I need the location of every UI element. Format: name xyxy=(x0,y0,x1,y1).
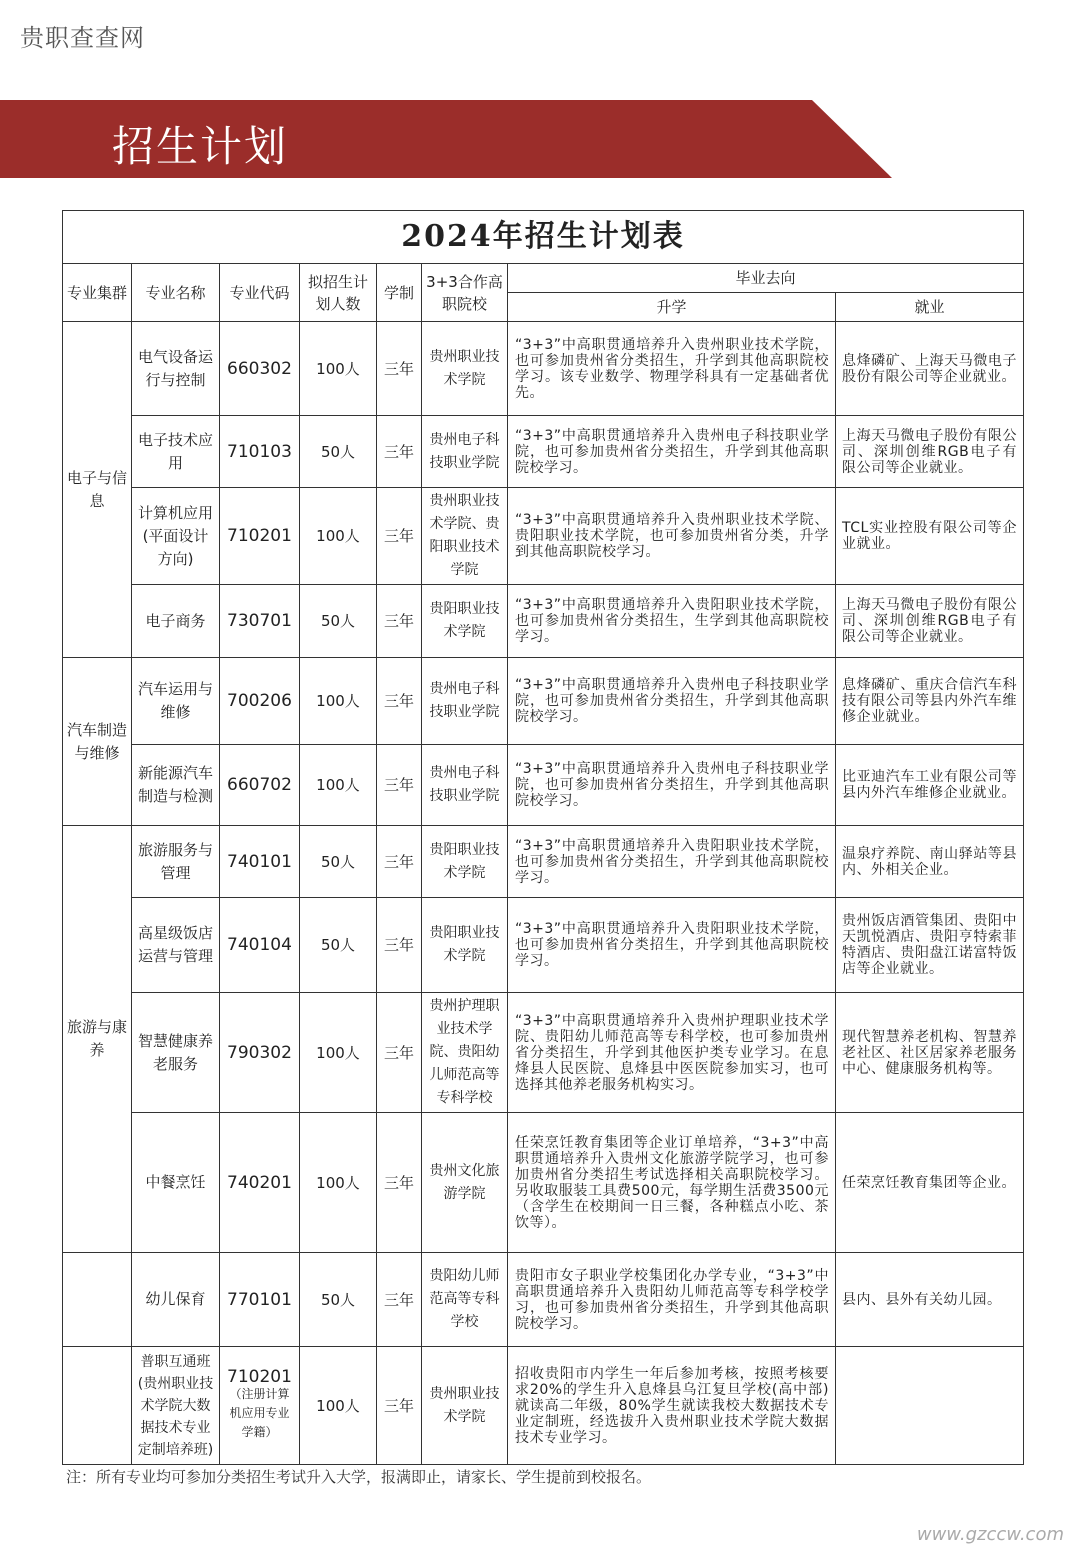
header-destination: 毕业去向 xyxy=(508,264,1024,293)
employment: 上海天马微电子股份有限公司、深圳创维RGB电子有限公司等企业就业。 xyxy=(836,585,1024,658)
table-row xyxy=(63,1253,1024,1347)
table-row xyxy=(63,993,1024,1113)
partner-school: 贵阳职业技术学院 xyxy=(422,585,508,658)
further-study: 任荣烹饪教育集团等企业订单培养，“3+3”中高职贯通培养升入贵州文化旅游学院学习，也可参加贵州省分类招生考试选择相关高职院校学习。另收取服装工具费500元，每学期生活费3500元（含学生在校期间一日三餐，各种糕点小吃、茶饮等）。 xyxy=(508,1113,836,1253)
further-study: 招收贵阳市内学生一年后参加考核，按照考核要求20%的学生升入息烽县乌江复旦学校(高中部)就读高二年级，80%学生就读我校大数据技术专业定制班，经选拔升入贵州职业技术学院大数据技术专业学习。 xyxy=(508,1347,836,1465)
years: 三年 xyxy=(377,826,422,898)
site-name: 贵职查查网 xyxy=(20,24,145,52)
plan-count: 100人 xyxy=(300,1347,377,1465)
table-row xyxy=(63,322,1024,416)
section-title: 招生计划 xyxy=(112,122,289,171)
plan-count: 100人 xyxy=(300,658,377,745)
table-row xyxy=(63,585,1024,658)
employment: 比亚迪汽车工业有限公司等县内外汽车维修企业就业。 xyxy=(836,745,1024,826)
plan-count: 100人 xyxy=(300,322,377,416)
years: 三年 xyxy=(377,1113,422,1253)
plan-count: 100人 xyxy=(300,993,377,1113)
cluster-cell: 电子与信息 xyxy=(63,322,132,658)
enrollment-table xyxy=(62,210,1024,1465)
major-name: 高星级饭店运营与管理 xyxy=(132,898,220,993)
plan-count: 50人 xyxy=(300,898,377,993)
plan-count: 100人 xyxy=(300,488,377,585)
employment: 任荣烹饪教育集团等企业。 xyxy=(836,1113,1024,1253)
further-study: “3+3”中高职贯通培养升入贵阳职业技术学院，也可参加贵州省分类招生，升学到其他高职院校学习。 xyxy=(508,898,836,993)
major-name: 汽车运用与维修 xyxy=(132,658,220,745)
partner-school: 贵阳幼儿师范高等专科学校 xyxy=(422,1253,508,1347)
further-study: “3+3”中高职贯通培养升入贵州电子科技职业学院，也可参加贵州省分类招生，升学到其他高职院校学习。 xyxy=(508,745,836,826)
further-study: “3+3”中高职贯通培养升入贵州电子科技职业学院，也可参加贵州省分类招生，升学到其他高职院校学习。 xyxy=(508,658,836,745)
major-code-cell xyxy=(220,1347,300,1465)
watermark: www.gzccw.com xyxy=(916,1524,1064,1545)
years: 三年 xyxy=(377,585,422,658)
header-partner: 3+3合作高职院校 xyxy=(422,264,508,322)
table-title: 2024年招生计划表 xyxy=(63,211,1024,264)
cluster-cell-empty xyxy=(63,1347,132,1465)
years: 三年 xyxy=(377,488,422,585)
employment: 县内、县外有关幼儿园。 xyxy=(836,1253,1024,1347)
partner-school: 贵州职业技术学院、贵阳职业技术学院 xyxy=(422,488,508,585)
cluster-cell-empty xyxy=(63,1253,132,1347)
cluster-cell: 汽车制造与维修 xyxy=(63,658,132,826)
major-code: 740104 xyxy=(220,898,300,993)
header-code: 专业代码 xyxy=(220,264,300,322)
partner-school: 贵州职业技术学院 xyxy=(422,322,508,416)
major-name: 中餐烹饪 xyxy=(132,1113,220,1253)
partner-school: 贵阳职业技术学院 xyxy=(422,898,508,993)
table-row xyxy=(63,898,1024,993)
partner-school: 贵州文化旅游学院 xyxy=(422,1113,508,1253)
further-study: “3+3”中高职贯通培养升入贵州职业技术学院，也可参加贵州省分类招生，升学到其他高职院校学习。该专业数学、物理学科具有一定基础者优先。 xyxy=(508,322,836,416)
major-name: 电子商务 xyxy=(132,585,220,658)
major-name: 电子技术应用 xyxy=(132,416,220,488)
further-study: “3+3”中高职贯通培养升入贵州护理职业技术学院、贵阳幼儿师范高等专科学校，也可参加贵州省分类招生，升学到其他医护类专业学习。在息烽县人民医院、息烽县中医医院参加实习，也可选择其他养老服务机构实习。 xyxy=(508,993,836,1113)
employment: 息烽磷矿、上海天马微电子股份有限公司等企业就业。 xyxy=(836,322,1024,416)
plan-count: 100人 xyxy=(300,1113,377,1253)
partner-school: 贵州电子科技职业学院 xyxy=(422,658,508,745)
cluster-cell: 旅游与康养 xyxy=(63,826,132,1253)
years: 三年 xyxy=(377,898,422,993)
table-row xyxy=(63,1347,1024,1465)
employment: 温泉疗养院、南山驿站等县内、外相关企业。 xyxy=(836,826,1024,898)
table-row xyxy=(63,658,1024,745)
further-study: “3+3”中高职贯通培养升入贵阳职业技术学院，也可参加贵州省分类招生，生学到其他高职院校学习。 xyxy=(508,585,836,658)
major-name: 电气设备运行与控制 xyxy=(132,322,220,416)
major-name: 计算机应用(平面设计方向) xyxy=(132,488,220,585)
employment xyxy=(836,1347,1024,1465)
table-row xyxy=(63,416,1024,488)
partner-school: 贵州护理职业技术学院、贵阳幼儿师范高等专科学校 xyxy=(422,993,508,1113)
table-row xyxy=(63,488,1024,585)
years: 三年 xyxy=(377,416,422,488)
major-code: 700206 xyxy=(220,658,300,745)
enrollment-table-wrap xyxy=(62,210,1023,1465)
header-years: 学制 xyxy=(377,264,422,322)
further-study: 贵阳市女子职业学校集团化办学专业，“3+3”中高职贯通培养升入贵阳幼儿师范高等专科学校学习，也可参加贵州省分类招生，升学到其他高职院校学习。 xyxy=(508,1253,836,1347)
employment: 息烽磷矿、重庆合信汽车科技有限公司等县内外汽车维修企业就业。 xyxy=(836,658,1024,745)
header-count: 拟招生计划人数 xyxy=(300,264,377,322)
years: 三年 xyxy=(377,993,422,1113)
plan-count: 50人 xyxy=(300,1253,377,1347)
major-code: 790302 xyxy=(220,993,300,1113)
employment: 现代智慧养老机构、智慧养老社区、社区居家养老服务中心、健康服务机构等。 xyxy=(836,993,1024,1113)
major-code: 740101 xyxy=(220,826,300,898)
plan-count: 50人 xyxy=(300,585,377,658)
years: 三年 xyxy=(377,745,422,826)
major-name: 幼儿保育 xyxy=(132,1253,220,1347)
major-name: 新能源汽车制造与检测 xyxy=(132,745,220,826)
header-cluster: 专业集群 xyxy=(63,264,132,322)
employment: TCL实业控股有限公司等企业就业。 xyxy=(836,488,1024,585)
partner-school: 贵州职业技术学院 xyxy=(422,1347,508,1465)
partner-school: 贵州电子科技职业学院 xyxy=(422,416,508,488)
plan-count: 50人 xyxy=(300,416,377,488)
years: 三年 xyxy=(377,1253,422,1347)
major-name: 旅游服务与管理 xyxy=(132,826,220,898)
further-study: “3+3”中高职贯通培养升入贵州职业技术学院、贵阳职业技术学院，也可参加贵州省分类，升学到其他高职院校学习。 xyxy=(508,488,836,585)
major-code: 710103 xyxy=(220,416,300,488)
table-row xyxy=(63,826,1024,898)
major-code: 730701 xyxy=(220,585,300,658)
plan-count: 100人 xyxy=(300,745,377,826)
employment: 贵州饭店酒管集团、贵阳中天凯悦酒店、贵阳亨特索菲特酒店、贵阳盘江诺富特饭店等企业就业。 xyxy=(836,898,1024,993)
partner-school: 贵州电子科技职业学院 xyxy=(422,745,508,826)
major-code: 740201 xyxy=(220,1113,300,1253)
major-code: 710201 xyxy=(227,1367,292,1387)
years: 三年 xyxy=(377,658,422,745)
major-code: 710201 xyxy=(220,488,300,585)
major-code: 660702 xyxy=(220,745,300,826)
partner-school: 贵阳职业技术学院 xyxy=(422,826,508,898)
header-employment: 就业 xyxy=(836,293,1024,322)
employment: 上海天马微电子股份有限公司、深圳创维RGB电子有限公司等企业就业。 xyxy=(836,416,1024,488)
years: 三年 xyxy=(377,1347,422,1465)
further-study: “3+3”中高职贯通培养升入贵州电子科技职业学院，也可参加贵州省分类招生，升学到其他高职院校学习。 xyxy=(508,416,836,488)
footnote: 注：所有专业均可参加分类招生考试升入大学，报满即止，请家长、学生提前到校报名。 xyxy=(66,1468,652,1486)
further-study: “3+3”中高职贯通培养升入贵阳职业技术学院，也可参加贵州省分类招生，升学到其他高职院校学习。 xyxy=(508,826,836,898)
major-code: 770101 xyxy=(220,1253,300,1347)
years: 三年 xyxy=(377,322,422,416)
header-name: 专业名称 xyxy=(132,264,220,322)
header-further: 升学 xyxy=(508,293,836,322)
major-name: 智慧健康养老服务 xyxy=(132,993,220,1113)
major-code-note: （注册计算机应用专业学籍） xyxy=(229,1387,290,1439)
plan-count: 50人 xyxy=(300,826,377,898)
table-row xyxy=(63,1113,1024,1253)
major-code: 660302 xyxy=(220,322,300,416)
major-name: 普职互通班(贵州职业技术学院大数据技术专业定制培养班) xyxy=(132,1347,220,1465)
table-row xyxy=(63,745,1024,826)
